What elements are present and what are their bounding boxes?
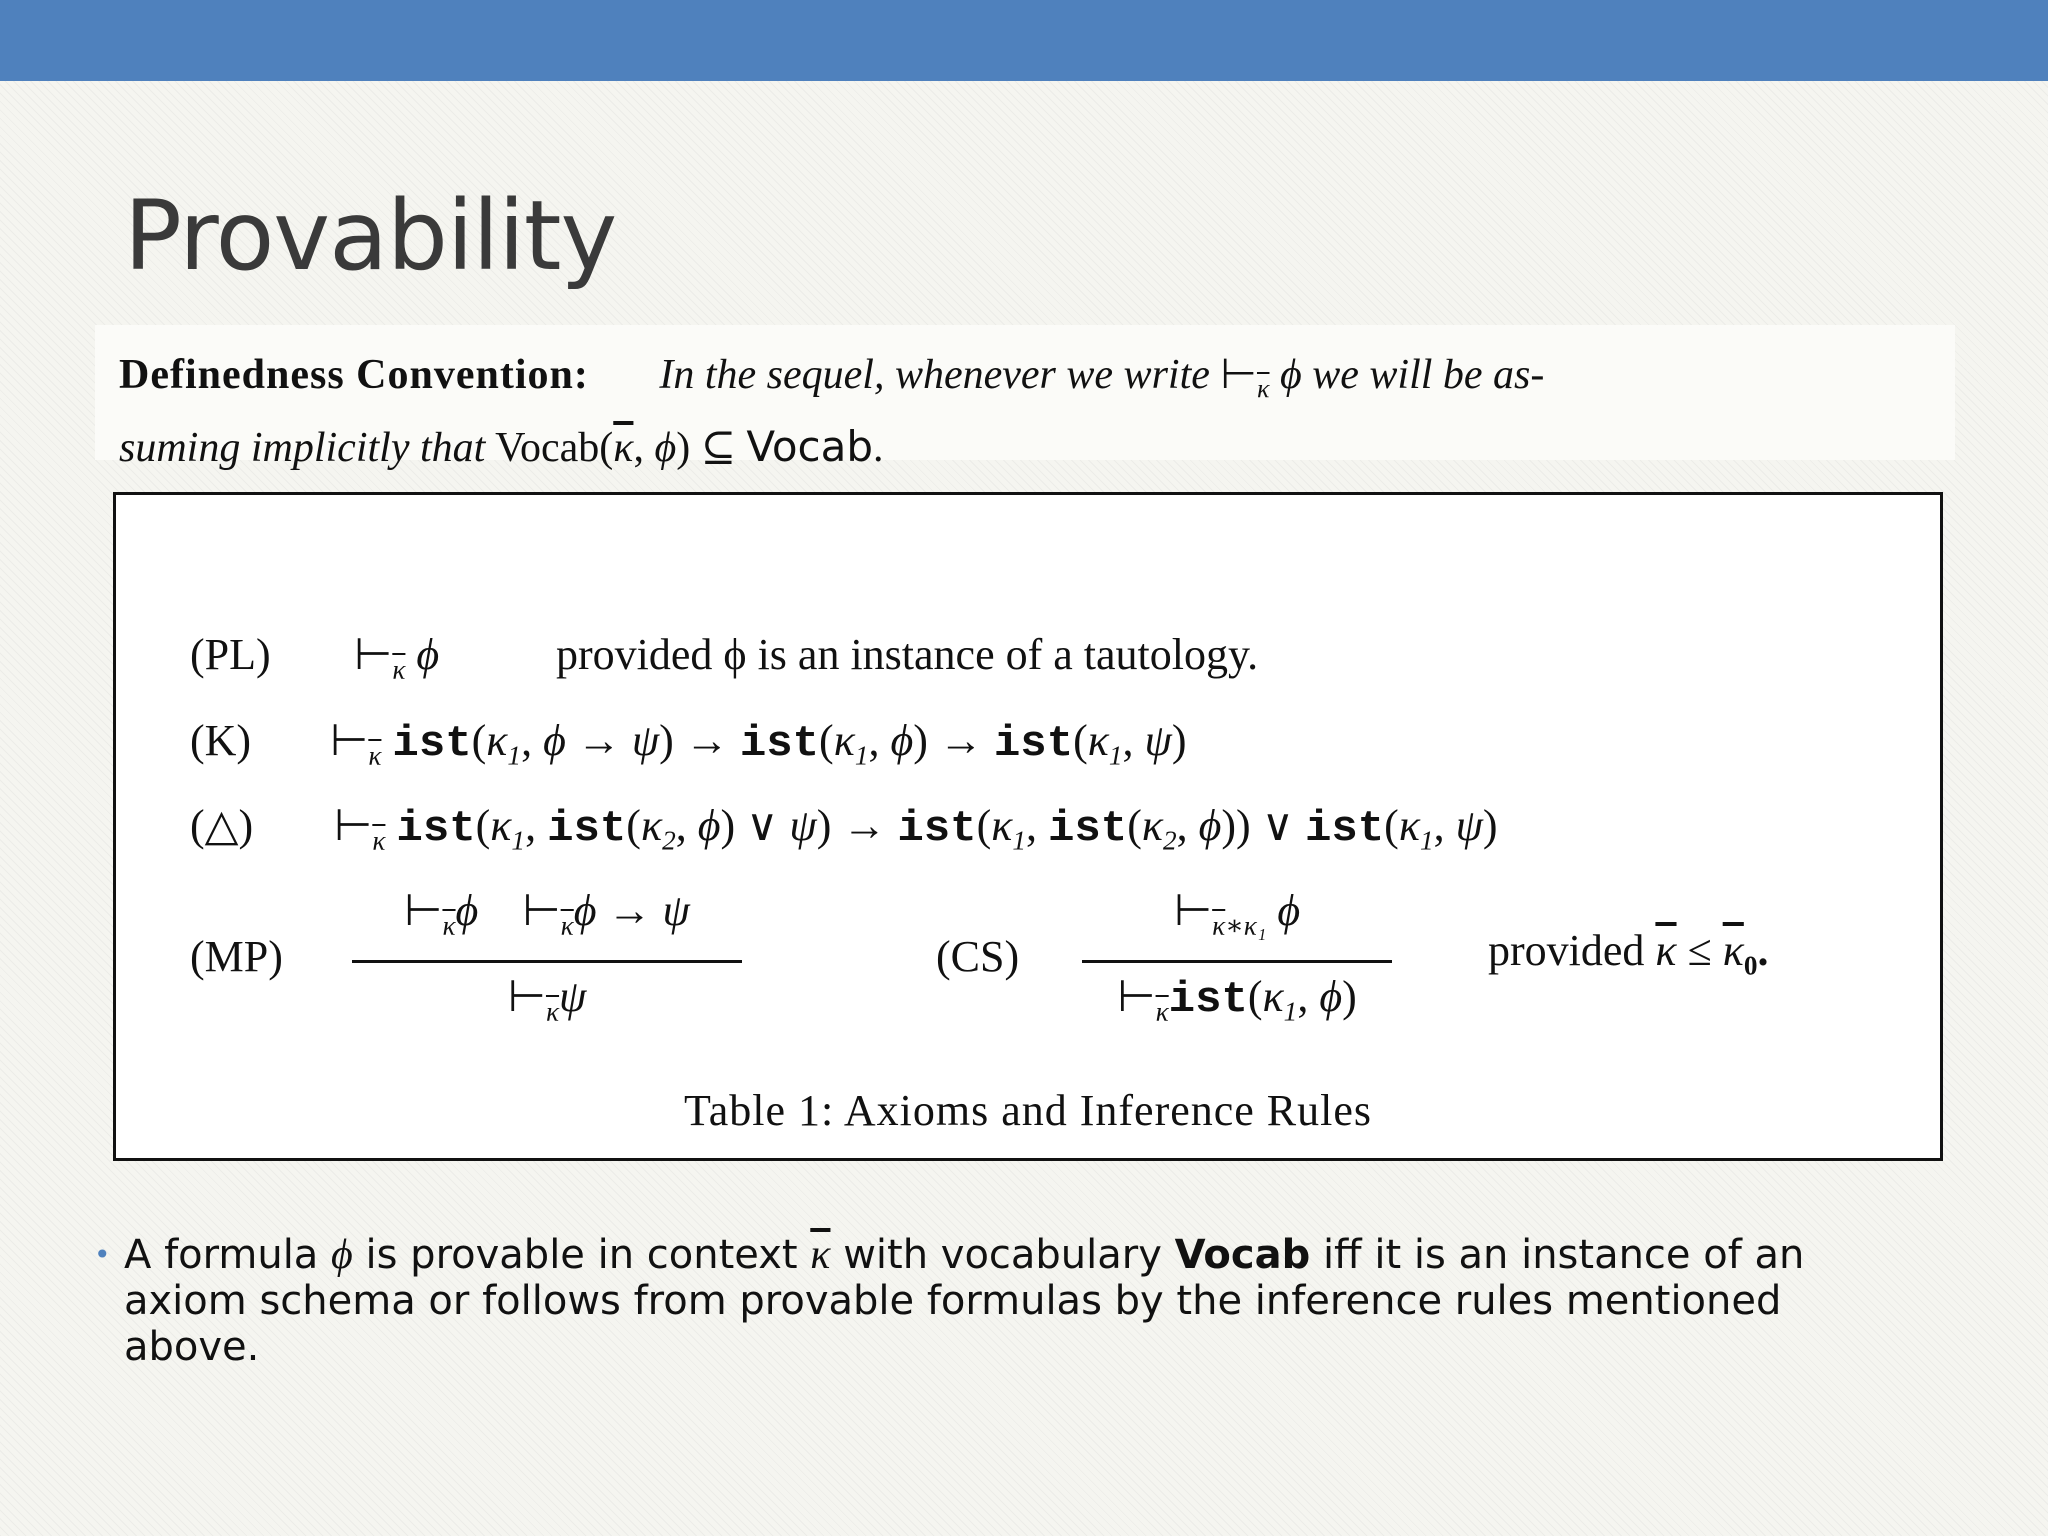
rule-label: (K) [190,716,252,765]
cs-fraction [1082,883,1392,1039]
cs-condition: provided $\overline{\kappa} \le \overline{\kappa}_0$. [1488,926,1769,981]
cs-conclusion: $⊢_{\overline{\kappa}}ist(\kappa_1$, ϕ) [1117,970,1357,1027]
definedness-text-2: suming implicitly that [119,425,486,472]
definedness-heading: Definedness Convention: [119,352,589,398]
rule-label: (△) [190,801,254,850]
vocab-function: Vocab [495,425,600,472]
cs-premise: $⊢_{\overline{\kappa}∗\kappa_1}$ ϕ [1173,885,1301,941]
bullet-text-3: with vocabulary [843,1232,1162,1278]
axioms-table [113,492,1943,1161]
table-caption: Table 1: Axioms and Inference Rules [683,1086,1373,1135]
rule-label: (CS) [936,932,1020,981]
subset-symbol: ⊆ [700,425,736,472]
definedness-line-1 [119,345,1931,418]
fraction-bar [1082,960,1392,963]
definedness-text-tail: we will be as- [1312,352,1545,398]
fraction-bar [352,960,742,963]
bullet-text-4: iff it is an instance of an axiom schema or follows from provable formulas by the inference rules mentioned above. [124,1232,1805,1370]
mp-premises: $⊢_{\overline{\kappa}}\phi$ $⊢_{\overline{\kappa}}\phi \to \psi$ [404,885,690,941]
rule-mp [116,885,1940,1027]
turnstile-symbol: ⊢ [1220,349,1257,398]
rule-pl-formula: $⊢_{\overline{\kappa}}$ ϕ [354,629,440,685]
rule-label: (MP) [190,932,283,981]
rule-k-formula: $⊢_{\overline{\kappa}}$ $ist(\kappa_1$, $\phi \to \psi) \to ist(\kappa_1$, $\phi) \to ist(\kappa_1$, ψ) [330,715,1187,771]
kappa-subscript: κ [1256,374,1270,404]
bullet-text-1: A formula [124,1232,319,1278]
rule-label: (PL) [190,630,271,679]
header-bar [0,0,2048,81]
vocab-bold: Vocab [1174,1232,1311,1278]
bullet-text-2: is provable in context [365,1232,798,1278]
period: . [873,425,884,472]
rule-triangle-formula: $⊢_{\overline{\kappa}}$ $ist(\kappa_1$, $ist(\kappa_2$, ϕ) ∨ $\psi) \to ist(\kappa_1$, $ist(\kappa_2$, ϕ)) ∨ $ist(\kappa_1$, ψ) [334,800,1498,856]
mp-fraction [352,883,742,1039]
vocab-args: ($\overline{\kappa}$, ϕ) [599,425,691,472]
definedness-line-2 [119,418,1931,477]
bullet-point [94,1232,1884,1370]
bullet-icon: • [94,1238,111,1271]
slide-title: Provability [124,180,617,292]
phi-symbol: ϕ [1279,352,1302,398]
definedness-convention [95,325,1955,472]
vocab-set: Vocab [746,422,874,472]
phi-symbol: ϕ [331,1232,353,1278]
mp-conclusion: $⊢_{\overline{\kappa}}\psi$ [507,970,587,1027]
rule-pl-condition: provided ϕ is an instance of a tautology. [556,630,1259,679]
kappa-symbol: $\overline{\kappa}$ [810,1232,831,1278]
definedness-text: In the sequel, whenever we write [659,352,1210,398]
